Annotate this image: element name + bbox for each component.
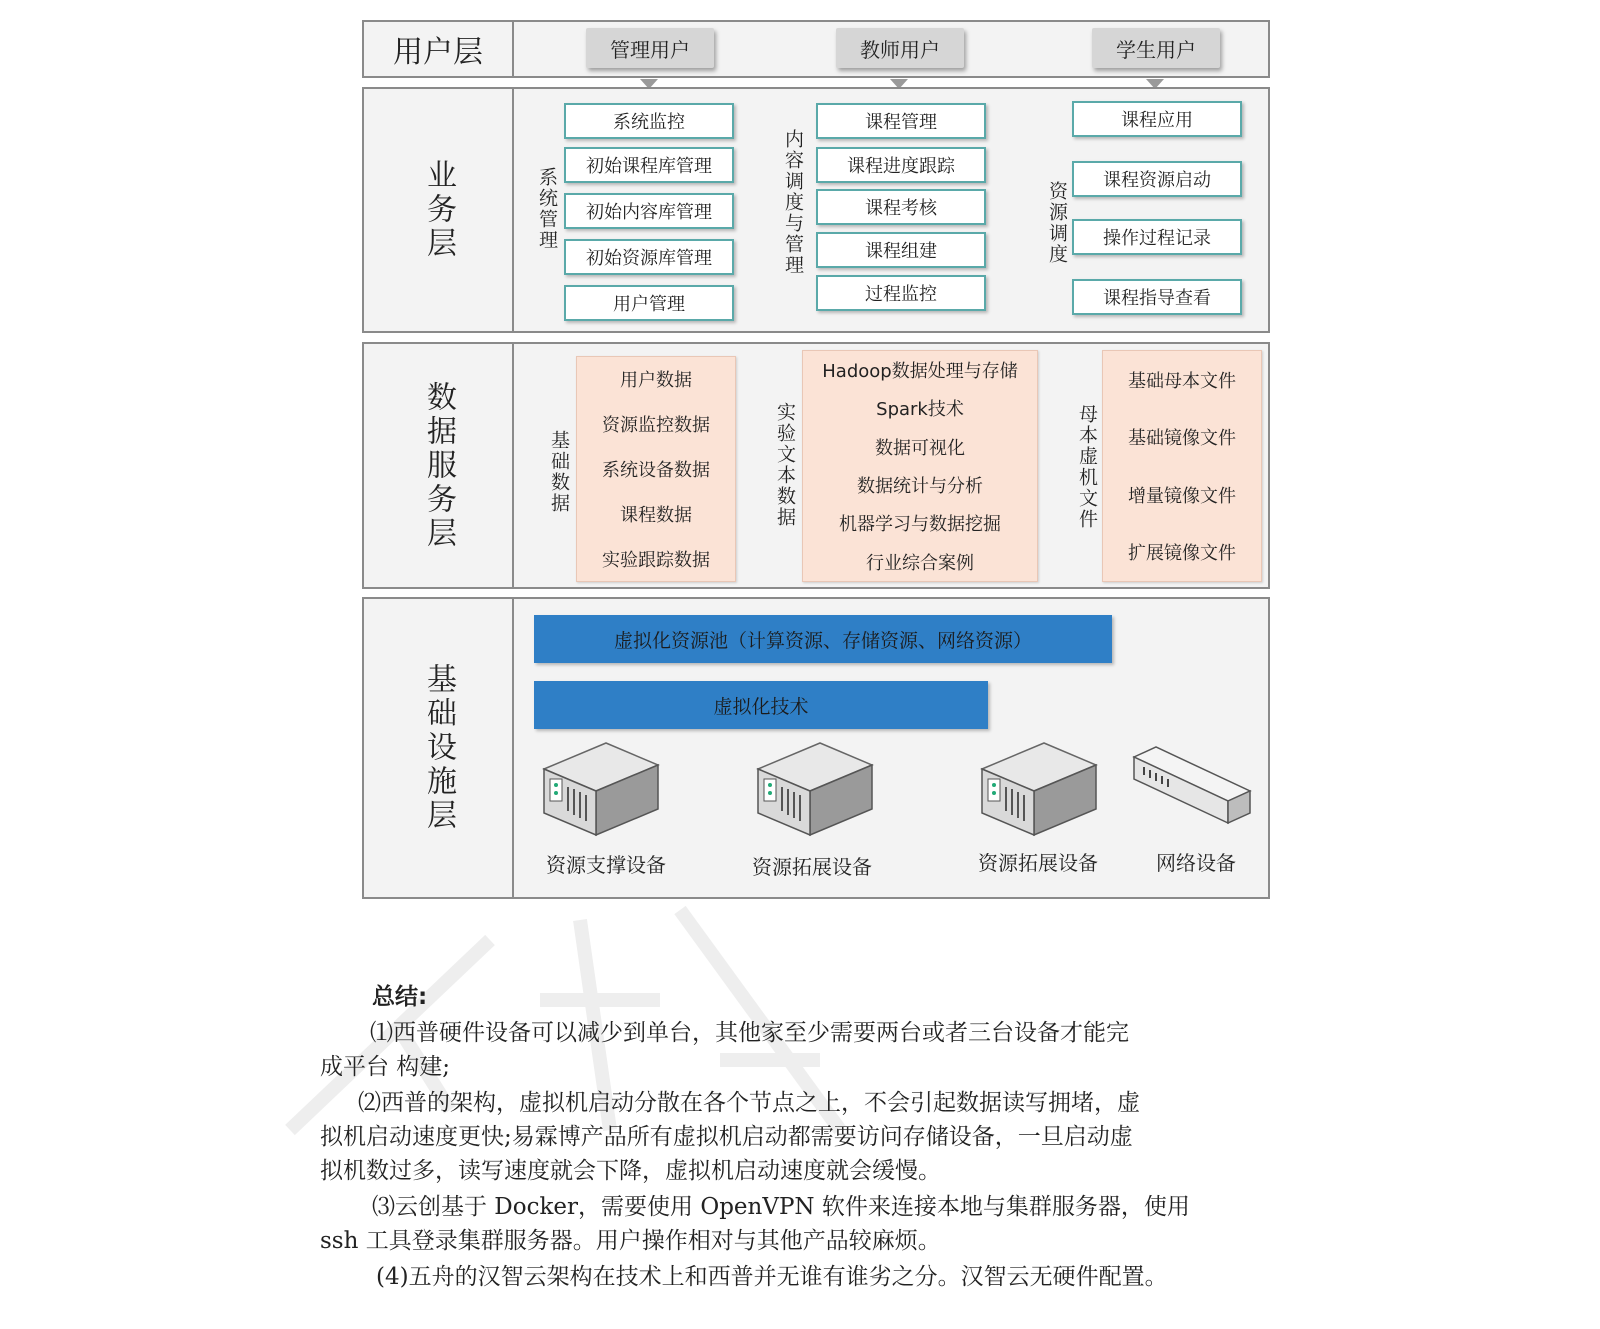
user-admin: 管理用户: [586, 28, 714, 68]
user-layer: [362, 20, 1270, 78]
data-service-layer: [362, 342, 1270, 589]
group-label-system-management: 系统管理: [536, 167, 558, 251]
server-icon: [750, 739, 878, 839]
biz-course-progress: 课程进度跟踪: [816, 147, 986, 183]
biz-course-resource-start: 课程资源启动: [1072, 161, 1242, 197]
data-item: 机器学习与数据挖掘: [839, 514, 1001, 536]
summary-line: ⑵西普的架构，虚拟机启动分散在各个节点之上，不会引起数据读写拥堵，虚: [358, 1090, 1140, 1116]
data-item: 扩展镜像文件: [1128, 543, 1236, 565]
data-item: Spark技术: [876, 399, 964, 421]
data-item: 数据统计与分析: [857, 476, 983, 498]
data-item: 课程数据: [620, 504, 692, 526]
biz-init-course-lib: 初始课程库管理: [564, 147, 734, 183]
group-label-basic-data: 基础数据: [548, 430, 570, 514]
group-label-vm-files: 母本虚机文件: [1076, 404, 1098, 530]
business-layer: [362, 87, 1270, 333]
data-item: 资源监控数据: [602, 415, 710, 437]
summary-line: ⑶云创基于 Docker，需要使用 OpenVPN 软件来连接本地与集群服务器，使用: [372, 1194, 1190, 1220]
network-switch-icon: [1130, 743, 1254, 829]
biz-init-resource-lib: 初始资源库管理: [564, 239, 734, 275]
summary-line: ⑴西普硬件设备可以减少到单台，其他家至少需要两台或者三台设备才能完: [370, 1020, 1129, 1046]
server-icon: [536, 739, 664, 839]
infrastructure-layer: [362, 597, 1270, 899]
summary-title: 总结:: [372, 984, 428, 1010]
user-layer-label: 用户层: [393, 35, 483, 70]
experiment-data-box: [802, 350, 1038, 582]
virtual-resource-pool-bar: 虚拟化资源池（计算资源、存储资源、网络资源）: [534, 615, 1112, 663]
group-label-content-dispatch: 内容调度与管理: [782, 129, 804, 276]
virtualization-tech-bar: 虚拟化技术: [534, 681, 988, 729]
biz-process-monitor: 过程监控: [816, 275, 986, 311]
device-label: 资源拓展设备: [752, 855, 872, 879]
group-label-experiment-text-data: 实验文本数据: [774, 402, 796, 528]
data-item: 系统设备数据: [602, 459, 710, 481]
basic-data-box: [576, 356, 736, 582]
infra-layer-label: 基础设施层: [421, 663, 456, 833]
summary-line: 拟机数过多，读写速度就会下降，虚拟机启动速度就会缓慢。: [320, 1158, 941, 1184]
user-layer-label-cell: [364, 22, 514, 76]
data-layer-label-cell: [364, 344, 514, 587]
data-item: 行业综合案例: [866, 552, 974, 574]
device-label: 资源拓展设备: [978, 851, 1098, 875]
data-item: 用户数据: [620, 370, 692, 392]
data-item: 基础镜像文件: [1128, 428, 1236, 450]
business-layer-label: 业务层: [421, 159, 456, 261]
biz-course-build: 课程组建: [816, 232, 986, 268]
user-teacher: 教师用户: [836, 28, 964, 68]
summary-line: ssh 工具登录集群服务器。用户操作相对与其他产品较麻烦。: [320, 1228, 941, 1254]
biz-user-management: 用户管理: [564, 285, 734, 321]
data-item: 增量镜像文件: [1128, 485, 1236, 507]
biz-operation-record: 操作过程记录: [1072, 219, 1242, 255]
data-item: 基础母本文件: [1128, 370, 1236, 392]
business-layer-label-cell: [364, 89, 514, 331]
group-label-resource-dispatch: 资源调度: [1046, 181, 1068, 265]
data-item: 数据可视化: [875, 437, 965, 459]
infra-layer-label-cell: [364, 599, 514, 897]
user-student: 学生用户: [1092, 28, 1220, 68]
biz-system-monitor: 系统监控: [564, 103, 734, 139]
biz-init-content-lib: 初始内容库管理: [564, 193, 734, 229]
biz-course-guidance: 课程指导查看: [1072, 279, 1242, 315]
biz-course-management: 课程管理: [816, 103, 986, 139]
summary-line: 拟机启动速度更快;易霖博产品所有虚拟机启动都需要访问存储设备，一旦启动虚: [320, 1124, 1133, 1150]
biz-course-assessment: 课程考核: [816, 189, 986, 225]
data-layer-label: 数据服务层: [421, 380, 456, 551]
summary-line: (4)五舟的汉智云架构在技术上和西普并无谁有谁劣之分。汉智云无硬件配置。: [376, 1264, 1168, 1290]
device-label: 资源支撑设备: [546, 853, 666, 877]
summary-line: 成平台 构建;: [320, 1054, 451, 1080]
data-item: Hadoop数据处理与存储: [822, 361, 1018, 383]
server-icon: [974, 739, 1102, 839]
data-item: 实验跟踪数据: [602, 549, 710, 571]
biz-course-application: 课程应用: [1072, 101, 1242, 137]
device-label: 网络设备: [1156, 851, 1236, 875]
vm-files-box: [1102, 350, 1262, 582]
